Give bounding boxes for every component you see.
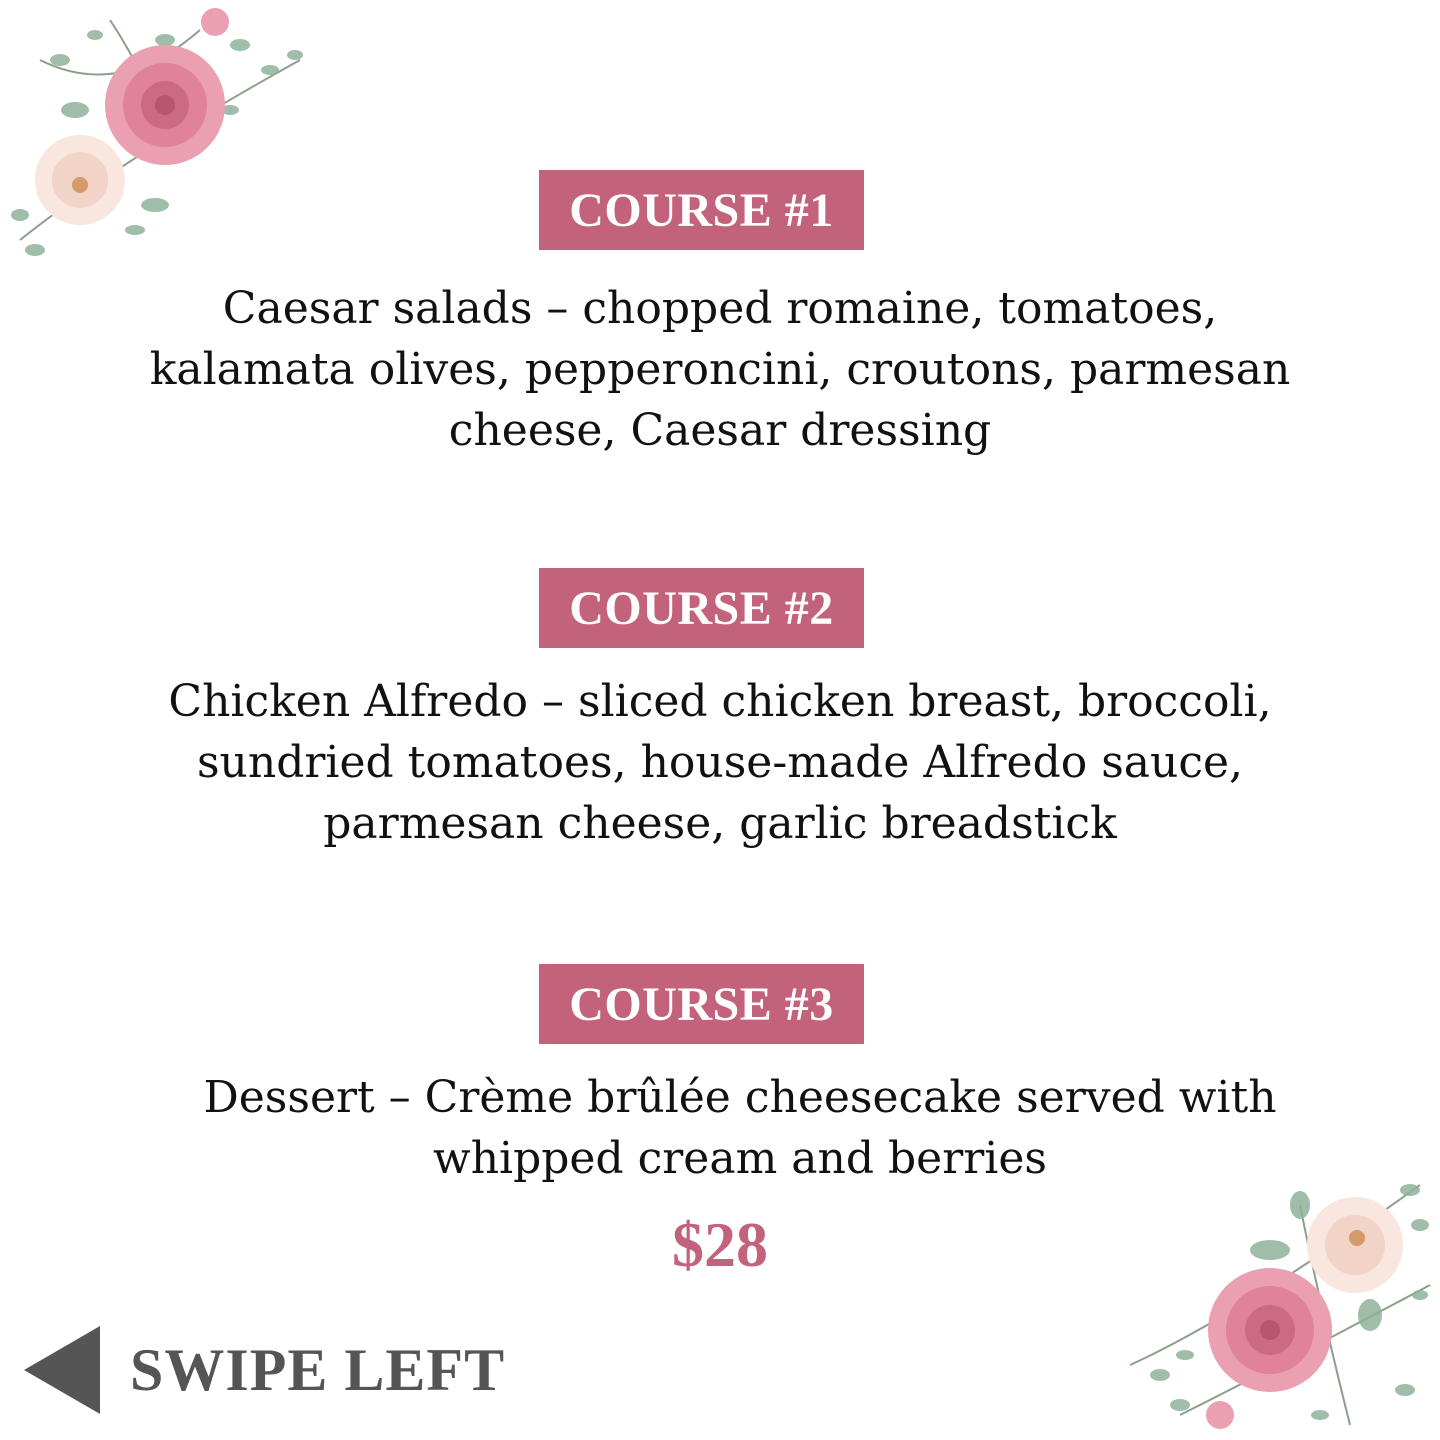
swipe-left-button[interactable] — [24, 1326, 505, 1414]
course-3-line: whipped cream and berries — [433, 1133, 1047, 1184]
swipe-left-label: SWIPE LEFT — [130, 1336, 506, 1403]
menu-price: $28 — [672, 1209, 768, 1280]
left-triangle-arrow-icon — [24, 1326, 100, 1414]
course-3-badge: COURSE #3 — [539, 964, 864, 1044]
course-1-line: cheese, Caesar dressing — [448, 405, 992, 456]
course-2-line: Chicken Alfredo – sliced chicken breast, broccoli, — [168, 676, 1272, 727]
course-2-description — [80, 671, 1360, 854]
course-2-line: sundried tomatoes, house-made Alfredo sauce, — [196, 737, 1244, 788]
course-1-description — [80, 278, 1360, 461]
course-1-line: kalamata olives, pepperoncini, croutons, parmesan — [149, 344, 1291, 395]
course-2-badge: COURSE #2 — [539, 568, 864, 648]
course-2-line: parmesan cheese, garlic breadstick — [323, 798, 1117, 849]
course-3-description — [120, 1067, 1360, 1189]
floral-bottom-right-icon — [1120, 1165, 1440, 1440]
course-1-badge: COURSE #1 — [539, 170, 864, 250]
course-3-line: Dessert – Crème brûlée cheesecake served with — [203, 1072, 1277, 1123]
course-1-line: Caesar salads – chopped romaine, tomatoes, — [222, 283, 1218, 334]
floral-top-left-icon — [0, 0, 320, 280]
